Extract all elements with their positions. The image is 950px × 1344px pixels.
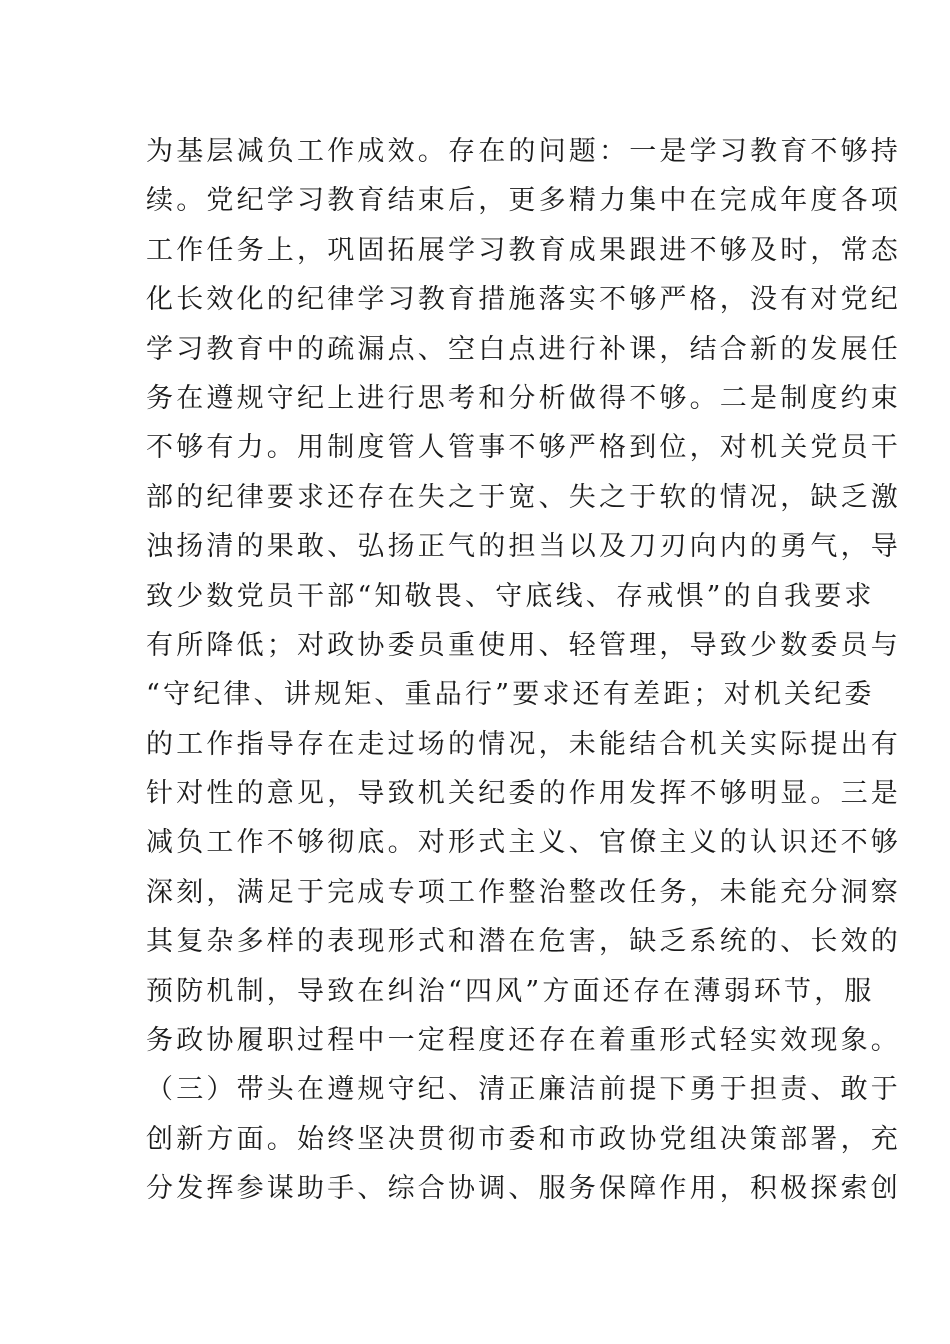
text-line-8: 部的纪律要求还存在失之于宽、失之于软的情况，缺乏激: [146, 481, 901, 513]
text-line-13: 的工作指导存在走过场的情况，未能结合机关实际提出有: [146, 728, 901, 760]
text-line-16: 深刻，满足于完成专项工作整治整改任务，未能充分洞察: [146, 876, 901, 908]
text-line-9: 浊扬清的果敢、弘扬正气的担当以及刀刃向内的勇气，导: [146, 531, 901, 563]
text-line-22: 分发挥参谋助手、综合协调、服务保障作用，积极探索创: [146, 1173, 901, 1205]
text-line-12: “守纪律、讲规矩、重品行”要求还有差距；对机关纪委: [146, 679, 875, 711]
text-line-21: 创新方面。始终坚决贯彻市委和市政协党组决策部署，充: [146, 1123, 901, 1155]
section-heading-line: （三）带头在遵规守纪、清正廉洁前提下勇于担责、敢于: [146, 1074, 901, 1106]
text-line-1: 为基层减负工作成效。存在的问题：一是学习教育不够持: [146, 136, 901, 167]
text-line-11: 有所降低；对政协委员重使用、轻管理，导致少数委员与: [146, 629, 901, 661]
text-line-5: 学习教育中的疏漏点、空白点进行补课，结合新的发展任: [146, 333, 901, 365]
text-line-14: 针对性的意见，导致机关纪委的作用发挥不够明显。三是: [146, 778, 901, 810]
text-line-6: 务在遵规守纪上进行思考和分析做得不够。二是制度约束: [146, 382, 901, 414]
text-line-7: 不够有力。用制度管人管事不够严格到位，对机关党员干: [146, 432, 901, 464]
body-text: [146, 127, 901, 1214]
text-line-18: 预防机制，导致在纠治“四风”方面还存在薄弱环节，服: [146, 975, 875, 1007]
text-line-17: 其复杂多样的表现形式和潜在危害，缺乏系统的、长效的: [146, 926, 901, 958]
text-line-2: 续。党纪学习教育结束后，更多精力集中在完成年度各项: [146, 185, 901, 217]
text-line-19: 务政协履职过程中一定程度还存在着重形式轻实效现象。: [146, 1025, 901, 1057]
text-line-3: 工作任务上，巩固拓展学习教育成果跟进不够及时，常态: [146, 234, 901, 266]
text-line-10: 致少数党员干部“知敬畏、守底线、存戒惧”的自我要求: [146, 580, 875, 612]
text-line-4: 化长效化的纪律学习教育措施落实不够严格，没有对党纪: [146, 284, 901, 316]
text-line-15: 减负工作不够彻底。对形式主义、官僚主义的认识还不够: [146, 827, 901, 859]
